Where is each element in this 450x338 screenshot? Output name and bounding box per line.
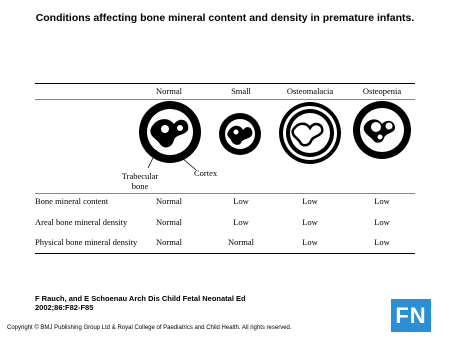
small-bone-cross-section [219,113,261,155]
normal-bone-cross-section [139,101,201,163]
column-header-small: Small [231,86,251,96]
cell-pbmd-normal: Normal [156,237,182,247]
journal-logo: FN [391,299,431,332]
citation-line-1: F Rauch, and E Schoenau Arch Dis Child Fetal Neonatal Ed [35,294,246,303]
row-label-bone-mineral-content: Bone mineral content [35,196,109,206]
table-bottom-rule [35,253,415,254]
cell-pbmd-small: Normal [228,237,254,247]
osteopenia-bone-cross-section [353,101,411,159]
cell-abmd-osteomalacia: Low [302,217,318,227]
cell-bmc-osteomalacia: Low [302,196,318,206]
cell-abmd-osteopenia: Low [374,217,390,227]
cell-pbmd-osteopenia: Low [374,237,390,247]
osteomalacia-bone-cross-section [279,102,341,164]
figure-title: Conditions affecting bone mineral content and density in premature infants. [35,12,415,24]
cell-abmd-normal: Normal [156,217,182,227]
trabecular-bone-label: Trabecular bone [121,171,159,191]
cell-pbmd-osteomalacia: Low [302,237,318,247]
cell-abmd-small: Low [233,217,249,227]
citation-line-2: 2002;86:F82-F85 [35,303,94,312]
diagram-bottom-rule [35,193,415,194]
copyright-notice: Copyright © BMJ Publishing Group Ltd & Royal College of Paediatrics and Child Health. All rights reserved. [7,325,292,331]
citation [35,294,246,312]
row-label-areal-bmd: Areal bone mineral density [35,217,128,227]
column-header-normal: Normal [156,86,182,96]
cell-bmc-osteopenia: Low [374,196,390,206]
row-label-physical-bmd: Physical bone mineral density [35,237,138,247]
column-header-osteomalacia: Osteomalacia [286,86,334,96]
cortex-label: Cortex [194,168,218,178]
column-header-osteopenia: Osteopenia [362,86,402,96]
cell-bmc-small: Low [233,196,249,206]
cell-bmc-normal: Normal [156,196,182,206]
